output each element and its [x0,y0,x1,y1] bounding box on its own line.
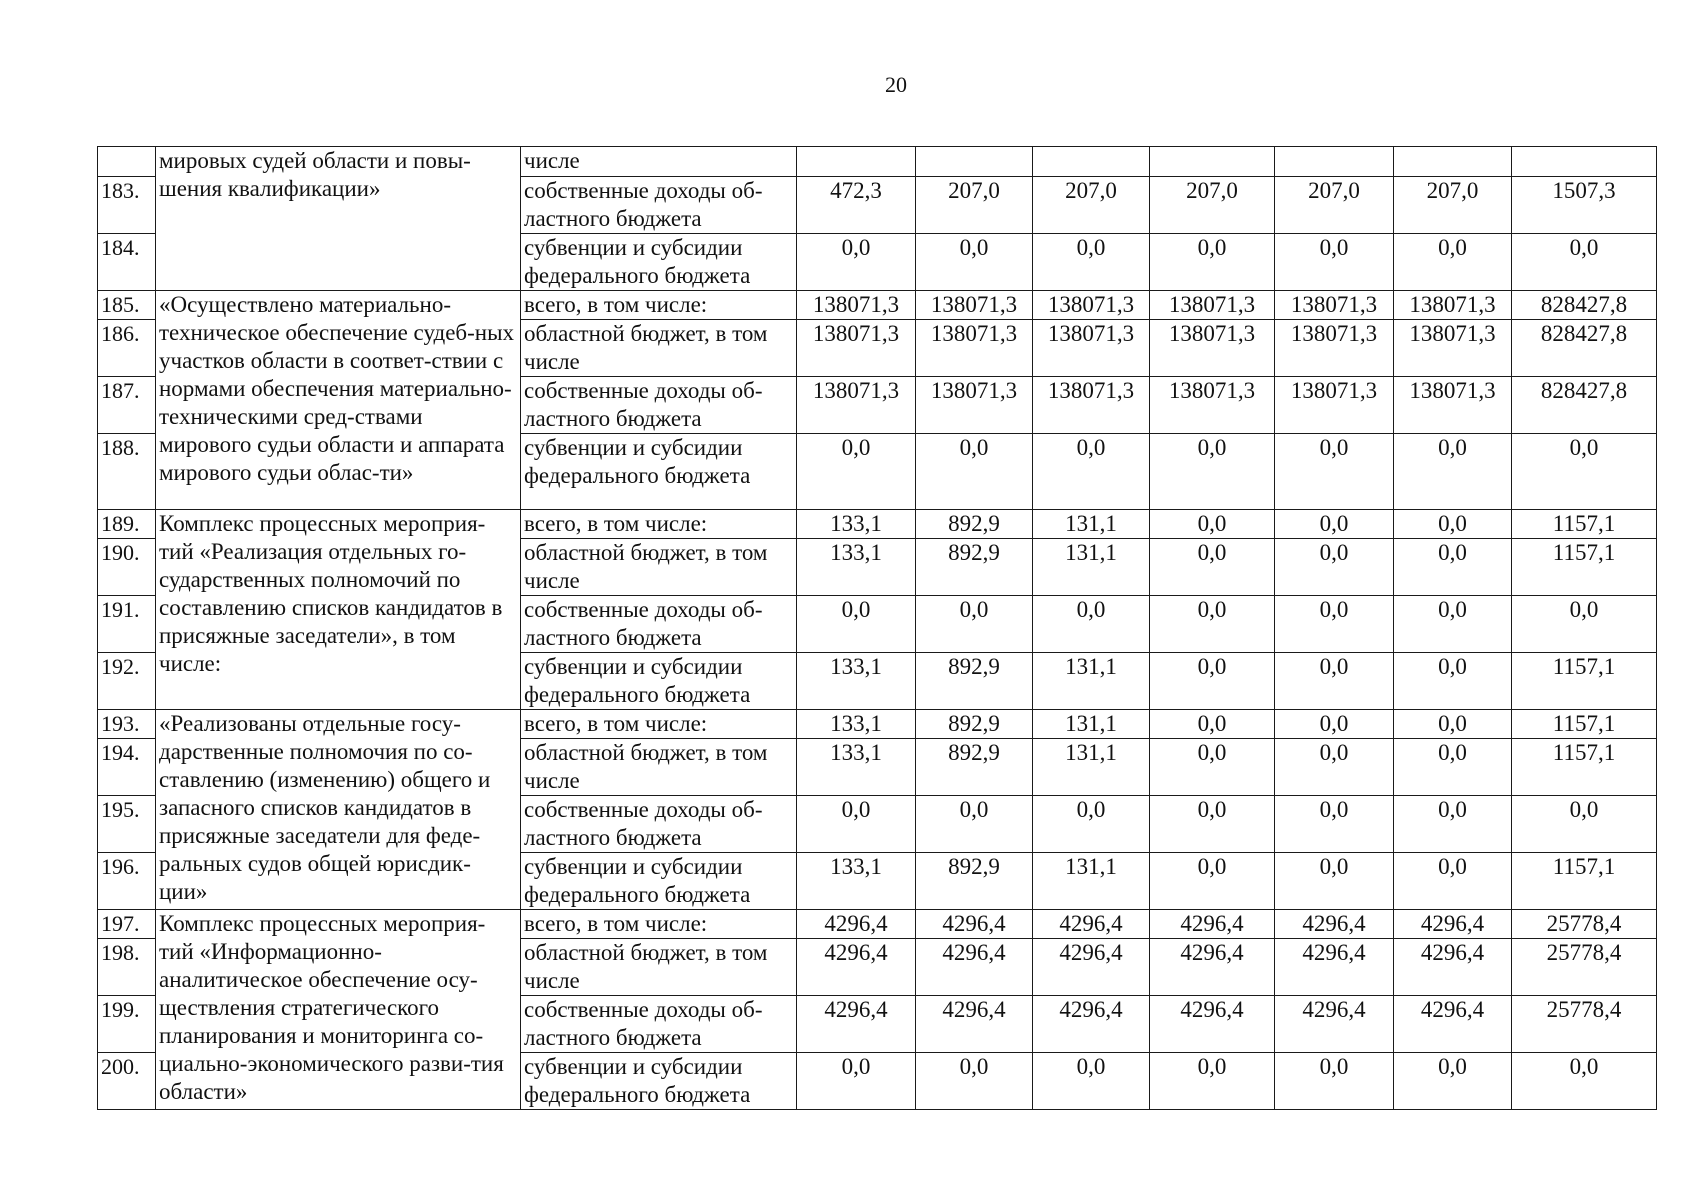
year-value: 138071,3 [1275,377,1394,434]
total-value: 828427,8 [1512,320,1657,377]
year-value: 0,0 [1150,853,1275,910]
row-number: 191. [98,596,156,653]
year-value: 892,9 [916,710,1033,739]
year-value: 138071,3 [1150,377,1275,434]
year-value: 0,0 [1394,234,1512,291]
funding-source: всего, в том числе: [521,910,797,939]
year-value: 0,0 [1275,510,1394,539]
year-value: 0,0 [1033,796,1150,853]
row-number: 186. [98,320,156,377]
year-value: 138071,3 [1394,320,1512,377]
total-value: 0,0 [1512,1053,1657,1110]
year-value: 0,0 [1275,653,1394,710]
year-value: 0,0 [1394,1053,1512,1110]
table-row [98,147,1657,177]
year-value: 138071,3 [1033,291,1150,320]
row-number: 196. [98,853,156,910]
year-value: 131,1 [1033,653,1150,710]
table-row [98,291,1657,320]
year-value: 0,0 [1394,596,1512,653]
year-value: 207,0 [1275,177,1394,234]
year-value [797,147,916,177]
year-value: 0,0 [797,1053,916,1110]
year-value: 131,1 [1033,539,1150,596]
year-value: 0,0 [916,796,1033,853]
year-value: 0,0 [1033,434,1150,510]
year-value: 138071,3 [1394,377,1512,434]
year-value: 4296,4 [1033,996,1150,1053]
year-value: 133,1 [797,853,916,910]
row-number: 187. [98,377,156,434]
year-value: 138071,3 [1275,291,1394,320]
row-number: 188. [98,434,156,510]
year-value [1275,147,1394,177]
total-value: 25778,4 [1512,910,1657,939]
year-value: 133,1 [797,710,916,739]
year-value: 138071,3 [1150,291,1275,320]
funding-source: субвенции и субсидии федерального бюджета [521,234,797,291]
year-value: 0,0 [1275,796,1394,853]
row-number: 198. [98,939,156,996]
row-number: 193. [98,710,156,739]
year-value: 4296,4 [1150,939,1275,996]
year-value: 138071,3 [797,291,916,320]
year-value: 892,9 [916,853,1033,910]
year-value: 4296,4 [1150,910,1275,939]
year-value: 0,0 [1150,1053,1275,1110]
year-value: 892,9 [916,510,1033,539]
year-value: 0,0 [1033,596,1150,653]
year-value: 138071,3 [916,291,1033,320]
funding-source: субвенции и субсидии федерального бюджета [521,434,797,510]
total-value: 25778,4 [1512,939,1657,996]
funding-source: областной бюджет, в том числе [521,739,797,796]
year-value: 0,0 [1394,653,1512,710]
year-value: 0,0 [1275,234,1394,291]
funding-source: числе [521,147,797,177]
funding-source: областной бюджет, в том числе [521,320,797,377]
row-number: 190. [98,539,156,596]
row-number: 197. [98,910,156,939]
year-value: 0,0 [1394,434,1512,510]
funding-source: собственные доходы об-ластного бюджета [521,596,797,653]
year-value: 0,0 [1275,710,1394,739]
row-number: 194. [98,739,156,796]
total-value: 0,0 [1512,796,1657,853]
page-number: 20 [885,72,907,97]
funding-source: всего, в том числе: [521,710,797,739]
year-value: 0,0 [916,234,1033,291]
total-value: 1507,3 [1512,177,1657,234]
year-value: 0,0 [1275,1053,1394,1110]
year-value: 0,0 [1394,510,1512,539]
year-value: 4296,4 [797,939,916,996]
year-value: 0,0 [797,234,916,291]
total-value: 25778,4 [1512,996,1657,1053]
row-number: 192. [98,653,156,710]
funding-source: субвенции и субсидии федерального бюджета [521,1053,797,1110]
year-value: 0,0 [1394,710,1512,739]
funding-source: собственные доходы об-ластного бюджета [521,177,797,234]
year-value [1150,147,1275,177]
year-value: 4296,4 [1394,939,1512,996]
year-value: 4296,4 [797,996,916,1053]
total-value: 0,0 [1512,434,1657,510]
year-value: 0,0 [1394,539,1512,596]
table-row [98,910,1657,939]
year-value: 0,0 [1150,234,1275,291]
year-value: 133,1 [797,739,916,796]
row-number: 184. [98,234,156,291]
year-value: 131,1 [1033,710,1150,739]
year-value [1394,147,1512,177]
year-value: 0,0 [1033,234,1150,291]
funding-source: всего, в том числе: [521,510,797,539]
year-value: 138071,3 [797,377,916,434]
year-value: 0,0 [1150,510,1275,539]
funding-source: областной бюджет, в том числе [521,939,797,996]
year-value: 4296,4 [1394,996,1512,1053]
table-row [98,710,1657,739]
table-body [98,147,1657,1110]
year-value: 0,0 [1150,653,1275,710]
budget-table [97,146,1657,1110]
row-number: 200. [98,1053,156,1110]
total-value: 1157,1 [1512,739,1657,796]
year-value: 138071,3 [797,320,916,377]
total-value: 1157,1 [1512,539,1657,596]
year-value: 207,0 [916,177,1033,234]
funding-source: всего, в том числе: [521,291,797,320]
row-number: 189. [98,510,156,539]
year-value: 4296,4 [1275,910,1394,939]
year-value: 0,0 [1275,596,1394,653]
row-number: 183. [98,177,156,234]
year-value: 892,9 [916,653,1033,710]
year-value: 0,0 [916,434,1033,510]
year-value: 133,1 [797,510,916,539]
year-value: 0,0 [1275,539,1394,596]
total-value: 0,0 [1512,234,1657,291]
funding-source: субвенции и субсидии федерального бюджета [521,853,797,910]
year-value: 138071,3 [1033,377,1150,434]
row-number [98,147,156,177]
total-value: 828427,8 [1512,377,1657,434]
total-value: 0,0 [1512,596,1657,653]
row-number: 195. [98,796,156,853]
year-value: 138071,3 [1150,320,1275,377]
year-value: 4296,4 [1394,910,1512,939]
year-value: 131,1 [1033,853,1150,910]
year-value: 0,0 [1150,739,1275,796]
year-value: 4296,4 [916,996,1033,1053]
total-value [1512,147,1657,177]
year-value: 133,1 [797,653,916,710]
year-value: 4296,4 [916,910,1033,939]
year-value: 472,3 [797,177,916,234]
year-value: 138071,3 [1275,320,1394,377]
year-value: 0,0 [1275,853,1394,910]
year-value: 131,1 [1033,510,1150,539]
total-value: 828427,8 [1512,291,1657,320]
activity-description: «Осуществлено материально-техническое обеспечение судеб-ных участков области в соответ-ствии с нормами обеспечения материально-техническими сред-ствами мирового судьи области и аппарата мирового судьи облас-ти» [156,291,521,510]
funding-source: собственные доходы об-ластного бюджета [521,377,797,434]
year-value: 0,0 [916,1053,1033,1110]
year-value: 892,9 [916,539,1033,596]
year-value: 0,0 [1275,434,1394,510]
year-value: 131,1 [1033,739,1150,796]
year-value: 207,0 [1150,177,1275,234]
year-value: 0,0 [797,596,916,653]
total-value: 1157,1 [1512,853,1657,910]
year-value: 0,0 [1150,796,1275,853]
row-number: 199. [98,996,156,1053]
year-value: 0,0 [797,796,916,853]
year-value: 0,0 [1394,853,1512,910]
year-value: 138071,3 [916,320,1033,377]
funding-source: областной бюджет, в том числе [521,539,797,596]
year-value: 4296,4 [916,939,1033,996]
year-value: 0,0 [1033,1053,1150,1110]
row-number: 185. [98,291,156,320]
year-value [916,147,1033,177]
year-value: 133,1 [797,539,916,596]
total-value: 1157,1 [1512,510,1657,539]
year-value: 138071,3 [1394,291,1512,320]
year-value: 0,0 [1150,596,1275,653]
year-value: 4296,4 [1275,996,1394,1053]
activity-description: Комплекс процессных мероприя-тий «Информационно-аналитическое обеспечение осу-ществления стратегического планирования и мониторинга со-циально-экономического разви-тия области» [156,910,521,1110]
year-value: 0,0 [1394,739,1512,796]
year-value: 4296,4 [797,910,916,939]
year-value: 0,0 [1150,434,1275,510]
year-value: 0,0 [1275,739,1394,796]
activity-description: мировых судей области и повы-шения квалификации» [156,147,521,291]
year-value: 4296,4 [1150,996,1275,1053]
funding-source: собственные доходы об-ластного бюджета [521,996,797,1053]
year-value: 138071,3 [916,377,1033,434]
funding-source: собственные доходы об-ластного бюджета [521,796,797,853]
year-value: 0,0 [1394,796,1512,853]
year-value: 892,9 [916,739,1033,796]
year-value: 0,0 [1150,710,1275,739]
activity-description: Комплекс процессных мероприя-тий «Реализация отдельных го-сударственных полномочий по составлению списков кандидатов в присяжные заседатели», в том числе: [156,510,521,710]
year-value: 4296,4 [1033,910,1150,939]
funding-source: субвенции и субсидии федерального бюджета [521,653,797,710]
total-value: 1157,1 [1512,710,1657,739]
year-value: 207,0 [1394,177,1512,234]
year-value [1033,147,1150,177]
table-row [98,510,1657,539]
year-value: 138071,3 [1033,320,1150,377]
year-value: 0,0 [797,434,916,510]
year-value: 4296,4 [1033,939,1150,996]
year-value: 207,0 [1033,177,1150,234]
year-value: 0,0 [916,596,1033,653]
activity-description: «Реализованы отдельные госу-дарственные полномочия по со-ставлению (изменению) общего и запасного списков кандидатов в присяжные заседатели для феде-ральных судов общей юрисдик-ции» [156,710,521,910]
year-value: 0,0 [1150,539,1275,596]
year-value: 4296,4 [1275,939,1394,996]
total-value: 1157,1 [1512,653,1657,710]
